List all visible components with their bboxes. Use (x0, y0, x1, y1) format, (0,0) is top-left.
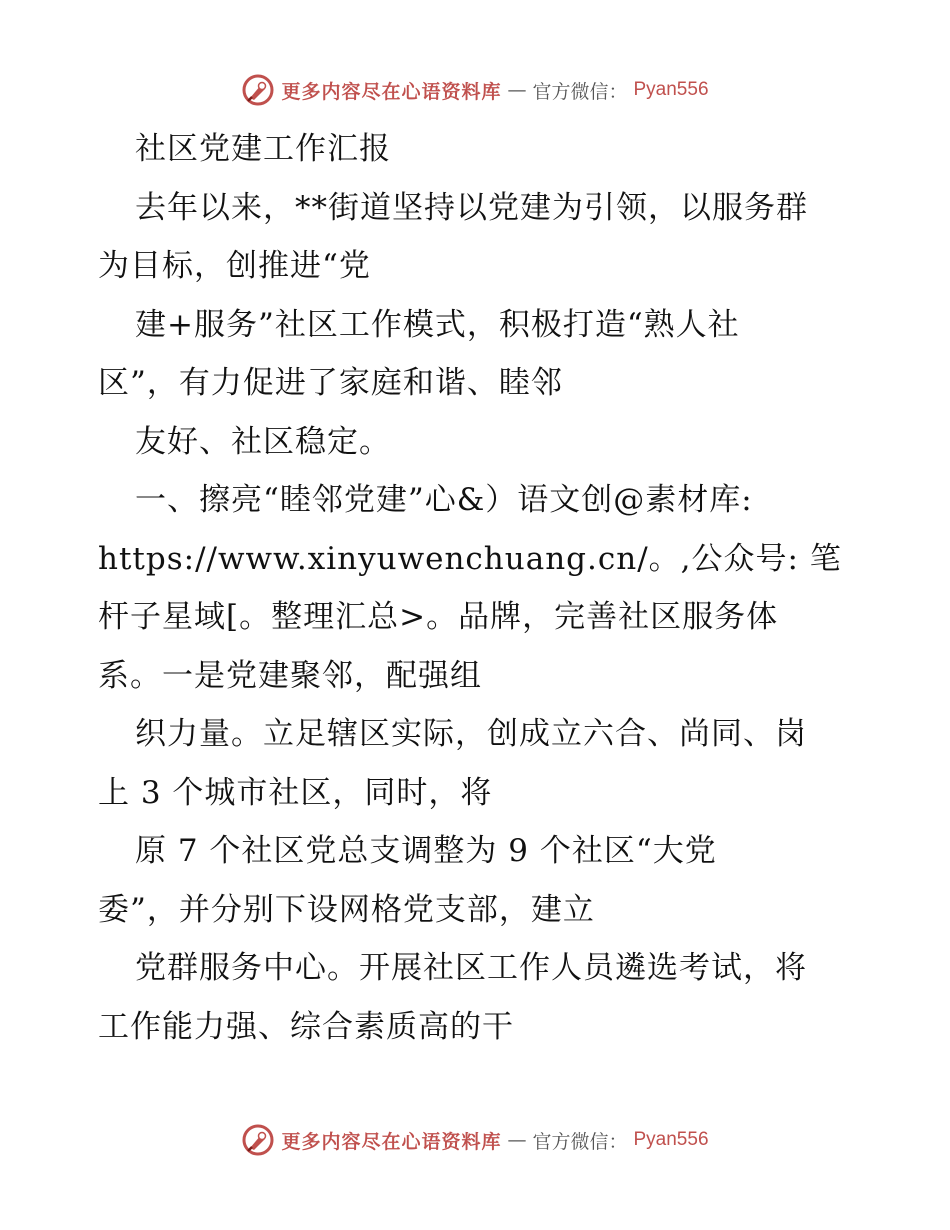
banner-text: 更多内容尽在心语资料库 (281, 80, 502, 103)
paragraph-line: 友好、社区稳定。 (135, 423, 391, 460)
paragraph-line: 为目标，创推进“党 (98, 248, 371, 284)
paragraph-line: 去年以来，**街道坚持以党建为引领，以服务群 (135, 189, 808, 226)
paragraph-line: 区”，有力促进了家庭和谐、睦邻 (98, 365, 563, 401)
document-title: 社区党建工作汇报 (135, 131, 391, 167)
paragraph-line: 党群服务中心。开展社区工作人员遴选考试，将 (135, 950, 807, 986)
footer-banner (0, 1120, 950, 1160)
paragraph-line: https://www.xinyuwenchuang.cn/。,公众号: 笔 (98, 540, 842, 577)
paragraph-line: 杆子星域[。整理汇总>。品牌，完善社区服务体 (98, 599, 779, 635)
banner-official-label: 官方微信： (532, 1130, 628, 1153)
paragraph-line: 工作能力强、综合素质高的干 (98, 1008, 514, 1045)
banner-text: 更多内容尽在心语资料库 (281, 1130, 502, 1153)
header-banner (0, 70, 950, 110)
paragraph-line: 上 3 个城市社区，同时，将 (98, 774, 493, 811)
paragraph-line: 一、擦亮“睦邻党建”心&）语文创@素材库: (135, 482, 753, 518)
banner-official-label: 官方微信： (532, 80, 628, 103)
paragraph-line: 织力量。立足辖区实际，创成立六合、尚同、岗 (135, 716, 807, 752)
pen-nib-logo-icon (241, 1123, 275, 1157)
banner-wechat-id: Pyan556 (633, 79, 709, 100)
document-body (98, 120, 858, 1056)
paragraph-line: 建+服务”社区工作模式，积极打造“熟人社 (135, 306, 740, 343)
banner-separator: — (507, 79, 527, 101)
paragraph-line: 委”，并分别下设网格党支部，建立 (98, 891, 595, 928)
banner-wechat-id: Pyan556 (633, 1129, 709, 1150)
banner-separator: — (507, 1129, 527, 1151)
paragraph-line: 原 7 个社区党总支调整为 9 个社区“大党 (135, 833, 717, 869)
pen-nib-logo-icon (241, 73, 275, 107)
paragraph-line: 系。一是党建聚邻，配强组 (98, 657, 482, 694)
